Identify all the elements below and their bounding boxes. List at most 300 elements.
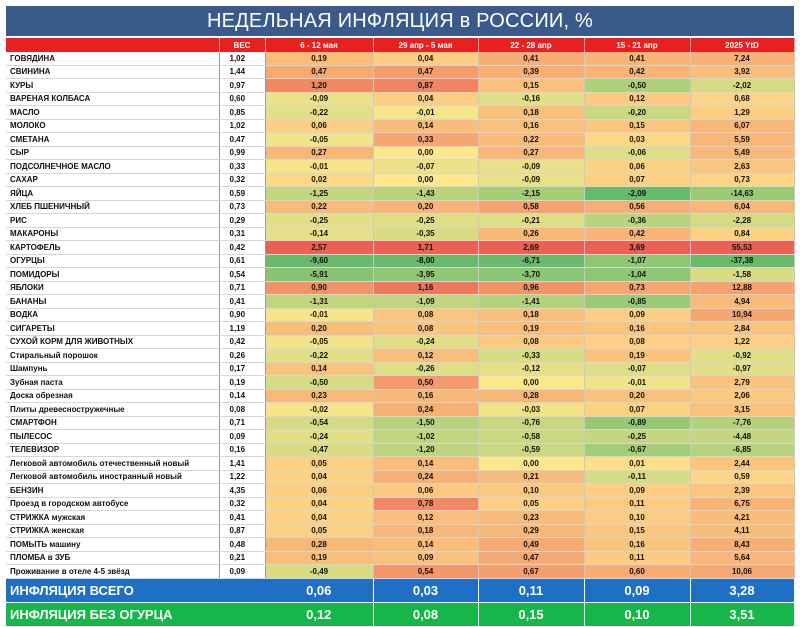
table-row (6, 470, 794, 484)
item-name: МАСЛО (6, 106, 219, 120)
item-weight: 0,09 (219, 565, 265, 579)
table-row (6, 146, 794, 160)
table-row (6, 254, 794, 268)
week-cell: 0,41 (584, 52, 690, 65)
item-weight: 0,97 (219, 79, 265, 93)
item-name: ВАРЕНАЯ КОЛБАСА (6, 92, 219, 106)
table-row (6, 295, 794, 309)
week-cell: 0,08 (478, 335, 584, 349)
week-cell: -1,09 (373, 295, 478, 309)
item-name: ОГУРЦЫ (6, 254, 219, 268)
week-cell: 0,23 (265, 389, 373, 403)
week-cell: -0,25 (373, 214, 478, 228)
week-cell: 0,11 (584, 551, 690, 565)
item-name: ТЕЛЕВИЗОР (6, 443, 219, 457)
header-weight: ВЕС (219, 38, 265, 52)
week-cell: -1,25 (265, 187, 373, 201)
week-cell: -0,54 (265, 416, 373, 430)
table-row (6, 200, 794, 214)
week-cell: 0,27 (265, 146, 373, 160)
week-cell: 3,69 (584, 241, 690, 255)
week-cell: 0,14 (373, 457, 478, 471)
ytd-cell: 0,84 (690, 227, 794, 241)
ytd-cell: 0,68 (690, 92, 794, 106)
week-cell: -9,60 (265, 254, 373, 268)
week-cell: 0,96 (478, 281, 584, 295)
week-cell: -0,09 (478, 160, 584, 174)
table-row (6, 133, 794, 147)
item-name: Доска обрезная (6, 389, 219, 403)
week-cell: 0,26 (478, 227, 584, 241)
week-cell: 0,04 (265, 511, 373, 525)
ytd-cell: 6,04 (690, 200, 794, 214)
summary-value: 0,10 (584, 602, 690, 626)
week-cell: -3,95 (373, 268, 478, 282)
item-weight: 0,17 (219, 362, 265, 376)
item-name: СВИНИНА (6, 65, 219, 79)
week-cell: -0,07 (373, 160, 478, 174)
week-cell: -1,31 (265, 295, 373, 309)
week-cell: -8,00 (373, 254, 478, 268)
week-cell: 0,22 (478, 133, 584, 147)
item-weight: 0,47 (219, 133, 265, 147)
table-row (6, 376, 794, 390)
week-cell: 0,20 (265, 322, 373, 336)
inflation-ex-cucumber-row (6, 602, 794, 626)
week-cell: 0,23 (478, 511, 584, 525)
week-cell: 0,00 (373, 173, 478, 187)
week-cell: 0,21 (478, 470, 584, 484)
item-weight: 0,87 (219, 524, 265, 538)
item-weight: 0,42 (219, 335, 265, 349)
week-cell: -1,50 (373, 416, 478, 430)
week-cell: 0,19 (478, 322, 584, 336)
item-name: СТРИЖКА женская (6, 524, 219, 538)
week-cell: -1,41 (478, 295, 584, 309)
week-cell: -0,58 (478, 430, 584, 444)
week-cell: 0,18 (478, 106, 584, 120)
table-row (6, 416, 794, 430)
item-weight: 0,26 (219, 349, 265, 363)
week-cell: 0,67 (478, 565, 584, 579)
item-name: ВОДКА (6, 308, 219, 322)
week-cell: 0,09 (584, 484, 690, 498)
week-cell: -0,09 (478, 173, 584, 187)
week-cell: 0,19 (265, 551, 373, 565)
table-row (6, 214, 794, 228)
week-cell: 0,14 (373, 119, 478, 133)
table-row (6, 268, 794, 282)
item-name: ПОМИДОРЫ (6, 268, 219, 282)
summary-value: 0,15 (478, 602, 584, 626)
week-cell: -0,01 (373, 106, 478, 120)
ytd-cell: 6,07 (690, 119, 794, 133)
week-cell: 0,04 (373, 52, 478, 65)
week-cell: 0,41 (478, 52, 584, 65)
week-cell: -0,07 (584, 362, 690, 376)
ytd-cell: 0,73 (690, 173, 794, 187)
week-cell: 0,12 (584, 92, 690, 106)
item-name: КУРЫ (6, 79, 219, 93)
week-cell: 0,18 (478, 308, 584, 322)
ytd-cell: -0,97 (690, 362, 794, 376)
table-row (6, 497, 794, 511)
ytd-cell: 55,53 (690, 241, 794, 255)
week-cell: 0,09 (584, 308, 690, 322)
ytd-cell: 2,63 (690, 160, 794, 174)
week-cell: -3,70 (478, 268, 584, 282)
week-cell: 2,57 (265, 241, 373, 255)
week-cell: 0,10 (478, 484, 584, 498)
week-cell: -0,02 (265, 403, 373, 417)
item-weight: 0,08 (219, 403, 265, 417)
ytd-cell: 5,64 (690, 551, 794, 565)
table-row (6, 106, 794, 120)
ytd-cell: -2,02 (690, 79, 794, 93)
item-name: МАКАРОНЫ (6, 227, 219, 241)
week-cell: -0,36 (584, 214, 690, 228)
week-cell: 0,06 (373, 484, 478, 498)
ytd-cell: 5,49 (690, 146, 794, 160)
week-cell: 0,04 (373, 92, 478, 106)
week-cell: -0,05 (265, 335, 373, 349)
item-weight: 0,71 (219, 281, 265, 295)
week-cell: 0,18 (373, 524, 478, 538)
week-cell: 0,12 (373, 511, 478, 525)
ytd-cell: -1,58 (690, 268, 794, 282)
item-name: Зубная паста (6, 376, 219, 390)
summary-value: 0,03 (373, 578, 478, 602)
week-cell: 0,12 (373, 349, 478, 363)
header-week-4: 15 - 21 апр (584, 38, 690, 52)
week-cell: -0,09 (265, 92, 373, 106)
ytd-cell: 5,59 (690, 133, 794, 147)
week-cell: 0,00 (373, 146, 478, 160)
week-cell: 0,08 (584, 335, 690, 349)
week-cell: -1,43 (373, 187, 478, 201)
week-cell: 0,33 (373, 133, 478, 147)
item-name: РИС (6, 214, 219, 228)
week-cell: 0,01 (584, 457, 690, 471)
week-cell: -6,71 (478, 254, 584, 268)
table-row (6, 92, 794, 106)
week-cell: 0,06 (265, 119, 373, 133)
table-row (6, 457, 794, 471)
ytd-cell: 2,39 (690, 484, 794, 498)
ytd-cell: 8,43 (690, 538, 794, 552)
week-cell: -2,09 (584, 187, 690, 201)
week-cell: 0,42 (584, 65, 690, 79)
item-weight: 1,44 (219, 65, 265, 79)
item-weight: 0,14 (219, 389, 265, 403)
week-cell: -0,89 (584, 416, 690, 430)
table-row (6, 443, 794, 457)
item-weight: 0,16 (219, 443, 265, 457)
table-row (6, 349, 794, 363)
ytd-cell: 2,06 (690, 389, 794, 403)
week-cell: 2,69 (478, 241, 584, 255)
week-cell: 0,90 (265, 281, 373, 295)
week-cell: -0,49 (265, 565, 373, 579)
item-weight: 0,71 (219, 416, 265, 430)
week-cell: 0,00 (478, 457, 584, 471)
week-cell: 0,19 (584, 349, 690, 363)
table-row (6, 160, 794, 174)
week-cell: 0,47 (265, 65, 373, 79)
week-cell: -1,20 (373, 443, 478, 457)
week-cell: 0,78 (373, 497, 478, 511)
inflation-table (6, 38, 795, 627)
ytd-cell: 1,22 (690, 335, 794, 349)
item-name: Проезд в городском автобусе (6, 497, 219, 511)
item-name: СМЕТАНА (6, 133, 219, 147)
item-name: СТРИЖКА мужская (6, 511, 219, 525)
table-row (6, 403, 794, 417)
ytd-cell: -7,76 (690, 416, 794, 430)
ytd-cell: 7,24 (690, 52, 794, 65)
item-weight: 0,33 (219, 160, 265, 174)
item-weight: 1,22 (219, 470, 265, 484)
item-name: СУХОЙ КОРМ ДЛЯ ЖИВОТНЫХ (6, 335, 219, 349)
week-cell: 0,87 (373, 79, 478, 93)
table-row (6, 484, 794, 498)
week-cell: 0,16 (584, 322, 690, 336)
item-weight: 0,32 (219, 497, 265, 511)
header-ytd: 2025 YtD (690, 38, 794, 52)
summary-value: 0,08 (373, 602, 478, 626)
ytd-cell: 10,06 (690, 565, 794, 579)
item-weight: 0,41 (219, 511, 265, 525)
item-name: СЫР (6, 146, 219, 160)
table-row (6, 538, 794, 552)
table-row (6, 119, 794, 133)
week-cell: 0,06 (265, 484, 373, 498)
item-name: ХЛЕБ ПШЕНИЧНЫЙ (6, 200, 219, 214)
item-name: ЯБЛОКИ (6, 281, 219, 295)
item-weight: 0,19 (219, 376, 265, 390)
week-cell: -0,47 (265, 443, 373, 457)
week-cell: 0,15 (584, 119, 690, 133)
week-cell: 0,06 (584, 160, 690, 174)
week-cell: -0,50 (265, 376, 373, 390)
table-row (6, 52, 794, 65)
item-weight: 0,54 (219, 268, 265, 282)
week-cell: 0,16 (373, 389, 478, 403)
item-name: ПЛОМБА в ЗУБ (6, 551, 219, 565)
ytd-cell: 1,29 (690, 106, 794, 120)
week-cell: 0,03 (584, 133, 690, 147)
week-cell: -0,12 (478, 362, 584, 376)
table-row (6, 430, 794, 444)
table-row (6, 308, 794, 322)
table-body (6, 52, 794, 626)
week-cell: -0,05 (265, 133, 373, 147)
summary-value: 0,12 (265, 602, 373, 626)
week-cell: -0,24 (373, 335, 478, 349)
header-week-1: 6 - 12 мая (265, 38, 373, 52)
item-weight: 1,41 (219, 457, 265, 471)
item-name: Легковой автомобиль отечественный новый (6, 457, 219, 471)
item-weight: 0,85 (219, 106, 265, 120)
week-cell: -0,16 (478, 92, 584, 106)
week-cell: 0,04 (265, 497, 373, 511)
item-name: ГОВЯДИНА (6, 52, 219, 65)
week-cell: 1,71 (373, 241, 478, 255)
week-cell: -0,67 (584, 443, 690, 457)
week-cell: 0,39 (478, 65, 584, 79)
week-cell: -0,26 (373, 362, 478, 376)
item-name: Стиральный порошок (6, 349, 219, 363)
table-row (6, 322, 794, 336)
week-cell: 0,20 (584, 389, 690, 403)
week-cell: 0,10 (584, 511, 690, 525)
week-cell: -1,02 (373, 430, 478, 444)
item-name: ЯЙЦА (6, 187, 219, 201)
week-cell: 0,14 (265, 362, 373, 376)
item-name: БЕНЗИН (6, 484, 219, 498)
week-cell: 0,20 (373, 200, 478, 214)
week-cell: 0,54 (373, 565, 478, 579)
table-row (6, 79, 794, 93)
header-week-2: 29 апр - 5 мая (373, 38, 478, 52)
item-weight: 0,09 (219, 430, 265, 444)
week-cell: 0,16 (584, 538, 690, 552)
week-cell: 0,19 (265, 52, 373, 65)
header-row (6, 38, 794, 52)
item-weight: 0,42 (219, 241, 265, 255)
week-cell: 0,28 (265, 538, 373, 552)
week-cell: -0,33 (478, 349, 584, 363)
week-cell: 0,09 (373, 551, 478, 565)
ytd-cell: 3,92 (690, 65, 794, 79)
table-row (6, 227, 794, 241)
item-name: ПОМЫТЬ машину (6, 538, 219, 552)
week-cell: -0,01 (265, 308, 373, 322)
week-cell: -0,03 (478, 403, 584, 417)
week-cell: 0,14 (373, 538, 478, 552)
ytd-cell: 4,21 (690, 511, 794, 525)
week-cell: 0,56 (584, 200, 690, 214)
summary-value: 0,09 (584, 578, 690, 602)
week-cell: 0,16 (478, 119, 584, 133)
item-name: ПЫЛЕСОС (6, 430, 219, 444)
item-name: СМАРТФОН (6, 416, 219, 430)
week-cell: 0,08 (373, 308, 478, 322)
ytd-cell: -14,63 (690, 187, 794, 201)
item-name: МОЛОКО (6, 119, 219, 133)
item-name: ПОДСОЛНЕЧНОЕ МАСЛО (6, 160, 219, 174)
header-week-3: 22 - 28 апр (478, 38, 584, 52)
item-weight: 0,32 (219, 173, 265, 187)
week-cell: -0,21 (478, 214, 584, 228)
week-cell: 0,05 (478, 497, 584, 511)
item-weight: 1,02 (219, 52, 265, 65)
week-cell: 0,02 (265, 173, 373, 187)
ytd-cell: -0,92 (690, 349, 794, 363)
summary-label: ИНФЛЯЦИЯ ВСЕГО (6, 578, 265, 602)
week-cell: 0,05 (265, 457, 373, 471)
item-name: БАНАНЫ (6, 295, 219, 309)
item-name: Легковой автомобиль иностранный новый (6, 470, 219, 484)
week-cell: -5,91 (265, 268, 373, 282)
week-cell: -0,01 (265, 160, 373, 174)
total-inflation-row (6, 578, 794, 602)
ytd-cell: -2,28 (690, 214, 794, 228)
week-cell: -0,25 (584, 430, 690, 444)
week-cell: -0,24 (265, 430, 373, 444)
ytd-cell: 10,94 (690, 308, 794, 322)
week-cell: -0,50 (584, 79, 690, 93)
table-row (6, 241, 794, 255)
item-weight: 0,60 (219, 92, 265, 106)
week-cell: -1,07 (584, 254, 690, 268)
week-cell: -0,11 (584, 470, 690, 484)
week-cell: 1,16 (373, 281, 478, 295)
week-cell: 0,58 (478, 200, 584, 214)
week-cell: 0,15 (584, 524, 690, 538)
item-weight: 0,31 (219, 227, 265, 241)
ytd-cell: -37,38 (690, 254, 794, 268)
ytd-cell: 6,75 (690, 497, 794, 511)
table-row (6, 187, 794, 201)
header-name (6, 38, 219, 52)
week-cell: -1,04 (584, 268, 690, 282)
table-row (6, 173, 794, 187)
week-cell: -0,20 (584, 106, 690, 120)
item-name: Шампунь (6, 362, 219, 376)
item-weight: 0,73 (219, 200, 265, 214)
summary-value: 3,51 (690, 602, 794, 626)
week-cell: -0,35 (373, 227, 478, 241)
week-cell: 0,60 (584, 565, 690, 579)
week-cell: 0,15 (478, 79, 584, 93)
item-weight: 0,21 (219, 551, 265, 565)
week-cell: 0,07 (584, 403, 690, 417)
week-cell: 0,04 (265, 470, 373, 484)
week-cell: 0,22 (265, 200, 373, 214)
summary-label: ИНФЛЯЦИЯ БЕЗ ОГУРЦА (6, 602, 265, 626)
week-cell: 0,08 (373, 322, 478, 336)
table-row (6, 362, 794, 376)
summary-value: 0,06 (265, 578, 373, 602)
item-name: КАРТОФЕЛЬ (6, 241, 219, 255)
week-cell: -0,76 (478, 416, 584, 430)
week-cell: -2,15 (478, 187, 584, 201)
item-name: САХАР (6, 173, 219, 187)
week-cell: 0,00 (478, 376, 584, 390)
table-row (6, 335, 794, 349)
item-weight: 0,90 (219, 308, 265, 322)
week-cell: -0,25 (265, 214, 373, 228)
week-cell: 0,49 (478, 538, 584, 552)
table-row (6, 524, 794, 538)
item-weight: 1,02 (219, 119, 265, 133)
week-cell: 0,11 (584, 497, 690, 511)
table-row (6, 65, 794, 79)
item-weight: 0,99 (219, 146, 265, 160)
week-cell: -0,01 (584, 376, 690, 390)
ytd-cell: 4,94 (690, 295, 794, 309)
week-cell: -0,59 (478, 443, 584, 457)
week-cell: 0,47 (373, 65, 478, 79)
ytd-cell: 2,44 (690, 457, 794, 471)
table-row (6, 565, 794, 579)
week-cell: 0,47 (478, 551, 584, 565)
week-cell: 0,27 (478, 146, 584, 160)
week-cell: -0,06 (584, 146, 690, 160)
item-name: Плиты древесностружечные (6, 403, 219, 417)
ytd-cell: 3,15 (690, 403, 794, 417)
